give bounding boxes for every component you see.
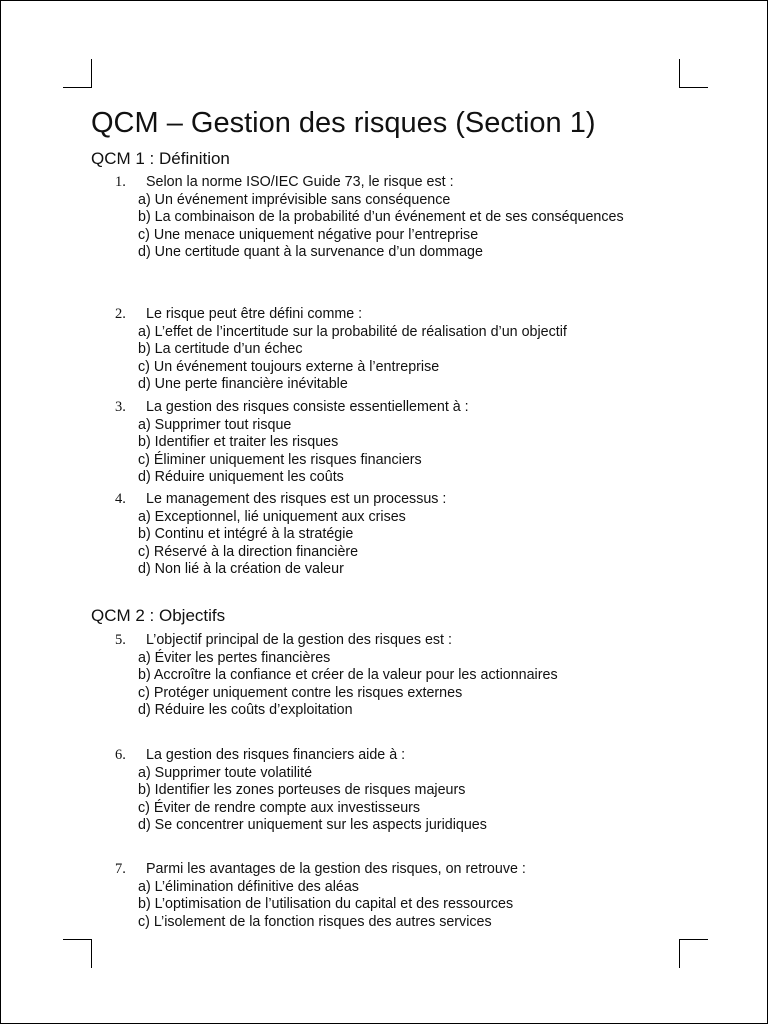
- answer-option: b) La certitude d’un échec: [138, 341, 303, 358]
- answer-option: a) Supprimer toute volatilité: [138, 764, 313, 781]
- question-number: 6.: [115, 747, 126, 763]
- question-text: L’objectif principal de la gestion des risques est :: [146, 632, 452, 648]
- answer-option: c) Éviter de rendre compte aux investisseurs: [138, 799, 421, 816]
- answer-option: a) Exceptionnel, lié uniquement aux crises: [138, 508, 406, 525]
- crop-mark-top-left: [63, 59, 92, 88]
- section-heading-2: QCM 2 : Objectifs: [91, 606, 226, 625]
- question-text: Selon la norme ISO/IEC Guide 73, le risque est :: [146, 174, 454, 190]
- question-1: [115, 174, 624, 262]
- answer-option: b) Identifier les zones porteuses de risques majeurs: [138, 782, 466, 799]
- answer-option: b) Accroître la confiance et créer de la valeur pour les actionnaires: [138, 667, 558, 684]
- page-title: QCM – Gestion des risques (Section 1): [91, 107, 596, 139]
- answer-option: a) Supprimer tout risque: [138, 416, 292, 433]
- answer-option: d) Une certitude quant à la survenance d’un dommage: [138, 244, 483, 261]
- question-text: Le risque peut être défini comme :: [146, 306, 363, 322]
- question-number: 7.: [115, 861, 126, 877]
- answer-option: c) Protéger uniquement contre les risques externes: [138, 684, 463, 701]
- answer-option: b) L’optimisation de l’utilisation du capital et des ressources: [138, 896, 514, 913]
- answer-option: a) Un événement imprévisible sans conséquence: [138, 191, 451, 208]
- question-text: Parmi les avantages de la gestion des risques, on retrouve :: [146, 861, 526, 877]
- question-number: 2.: [115, 306, 126, 322]
- crop-mark-top-right: [679, 59, 708, 88]
- answer-option: c) L’isolement de la fonction risques des autres services: [138, 913, 492, 930]
- question-number: 4.: [115, 491, 126, 507]
- answer-option: a) L’élimination définitive des aléas: [138, 878, 359, 895]
- answer-option: a) L’effet de l’incertitude sur la probabilité de réalisation d’un objectif: [138, 323, 567, 340]
- question-5: [115, 632, 558, 720]
- question-number: 3.: [115, 399, 126, 415]
- answer-option: c) Éliminer uniquement les risques financiers: [138, 451, 422, 468]
- question-7: [115, 861, 526, 931]
- question-text: Le management des risques est un processus :: [146, 491, 447, 507]
- question-number: 5.: [115, 632, 126, 648]
- question-4: [115, 491, 446, 579]
- answer-option: d) Réduire les coûts d’exploitation: [138, 702, 353, 719]
- crop-mark-bottom-left: [63, 939, 92, 968]
- question-3: [115, 399, 469, 487]
- question-2: [115, 306, 567, 394]
- answer-option: d) Une perte financière inévitable: [138, 376, 348, 393]
- crop-mark-bottom-right: [679, 939, 708, 968]
- question-text: La gestion des risques financiers aide à :: [146, 747, 406, 763]
- answer-option: b) Continu et intégré à la stratégie: [138, 526, 354, 543]
- answer-option: d) Réduire uniquement les coûts: [138, 469, 344, 486]
- question-number: 1.: [115, 174, 126, 190]
- answer-option: b) La combinaison de la probabilité d’un événement et de ses conséquences: [138, 209, 624, 226]
- answer-option: a) Éviter les pertes financières: [138, 649, 331, 666]
- answer-option: c) Réservé à la direction financière: [138, 543, 359, 560]
- question-6: [115, 747, 487, 835]
- answer-option: c) Un événement toujours externe à l’entreprise: [138, 358, 440, 375]
- answer-option: d) Non lié à la création de valeur: [138, 561, 344, 578]
- section-heading-1: QCM 1 : Définition: [91, 149, 230, 168]
- answer-option: d) Se concentrer uniquement sur les aspects juridiques: [138, 817, 487, 834]
- answer-option: c) Une menace uniquement négative pour l’entreprise: [138, 226, 479, 243]
- answer-option: b) Identifier et traiter les risques: [138, 434, 339, 451]
- question-text: La gestion des risques consiste essentiellement à :: [146, 399, 469, 415]
